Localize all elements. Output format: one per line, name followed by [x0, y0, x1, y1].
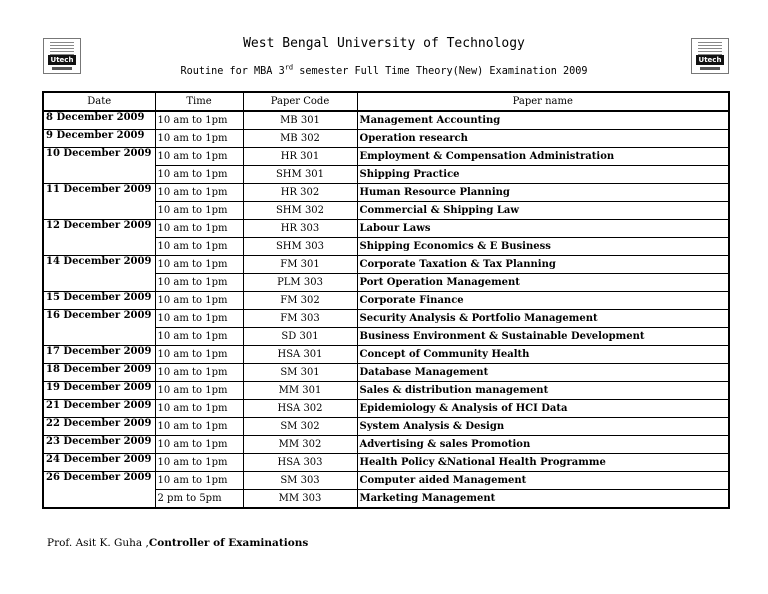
exam-time: 10 am to 1pm	[155, 130, 243, 148]
exam-date: 18 December 2009	[43, 364, 155, 382]
exam-time: 10 am to 1pm	[155, 436, 243, 454]
exam-date: 8 December 2009	[43, 111, 155, 130]
signature-line	[47, 537, 308, 549]
controller-title: Controller of Examinations	[148, 537, 309, 549]
column-header-date: Date	[43, 92, 155, 111]
exam-date: 17 December 2009	[43, 346, 155, 364]
paper-code: SD 301	[243, 328, 357, 346]
logo-brand-text: Utech	[48, 55, 76, 65]
paper-name: Corporate Finance	[357, 292, 729, 310]
exam-date: 10 December 2009	[43, 148, 155, 184]
column-header-paper-code: Paper Code	[243, 92, 357, 111]
paper-code: SM 302	[243, 418, 357, 436]
exam-time: 10 am to 1pm	[155, 472, 243, 490]
paper-code: FM 301	[243, 256, 357, 274]
exam-date: 24 December 2009	[43, 454, 155, 472]
exam-time: 10 am to 1pm	[155, 346, 243, 364]
paper-name: Security Analysis & Portfolio Management	[357, 310, 729, 328]
exam-time: 10 am to 1pm	[155, 274, 243, 292]
exam-time: 10 am to 1pm	[155, 382, 243, 400]
exam-time: 10 am to 1pm	[155, 400, 243, 418]
exam-date: 16 December 2009	[43, 310, 155, 346]
paper-code: SHM 302	[243, 202, 357, 220]
subtitle-prefix: Routine for MBA 3	[180, 66, 285, 77]
exam-date: 15 December 2009	[43, 292, 155, 310]
table-row	[43, 256, 729, 274]
exam-time: 10 am to 1pm	[155, 310, 243, 328]
exam-routine-table	[42, 91, 730, 509]
paper-code: HR 301	[243, 148, 357, 166]
table-row	[43, 454, 729, 472]
subtitle-superscript: rd	[284, 63, 294, 72]
paper-name: Employment & Compensation Administration	[357, 148, 729, 166]
table-row	[43, 472, 729, 490]
exam-date: 11 December 2009	[43, 184, 155, 220]
logo-brand-text: Utech	[696, 55, 724, 65]
column-header-paper-name: Paper name	[357, 92, 729, 111]
paper-name: Database Management	[357, 364, 729, 382]
exam-time: 10 am to 1pm	[155, 292, 243, 310]
paper-code: HSA 303	[243, 454, 357, 472]
table-row	[43, 400, 729, 418]
paper-name: Management Accounting	[357, 111, 729, 130]
exam-time: 10 am to 1pm	[155, 256, 243, 274]
paper-code: HSA 301	[243, 346, 357, 364]
table-row	[43, 310, 729, 328]
paper-code: SHM 303	[243, 238, 357, 256]
exam-date: 19 December 2009	[43, 382, 155, 400]
paper-name: Advertising & sales Promotion	[357, 436, 729, 454]
paper-name: Sales & distribution management	[357, 382, 729, 400]
table-header-row	[43, 92, 729, 111]
paper-name: System Analysis & Design	[357, 418, 729, 436]
paper-code: SHM 301	[243, 166, 357, 184]
paper-name: Shipping Economics & E Business	[357, 238, 729, 256]
paper-name: Marketing Management	[357, 490, 729, 509]
paper-code: PLM 303	[243, 274, 357, 292]
paper-code: HR 302	[243, 184, 357, 202]
paper-name: Computer aided Management	[357, 472, 729, 490]
paper-name: Labour Laws	[357, 220, 729, 238]
paper-code: SM 303	[243, 472, 357, 490]
document-subtitle	[0, 63, 768, 77]
paper-name: Corporate Taxation & Tax Planning	[357, 256, 729, 274]
paper-name: Commercial & Shipping Law	[357, 202, 729, 220]
paper-code: MM 303	[243, 490, 357, 509]
table-row	[43, 382, 729, 400]
exam-date: 22 December 2009	[43, 418, 155, 436]
table-row	[43, 364, 729, 382]
table-row	[43, 184, 729, 202]
paper-code: SM 301	[243, 364, 357, 382]
exam-date: 14 December 2009	[43, 256, 155, 292]
exam-date: 9 December 2009	[43, 130, 155, 148]
paper-name: Human Resource Planning	[357, 184, 729, 202]
table-body	[43, 111, 729, 508]
document-title: West Bengal University of Technology	[243, 36, 525, 51]
exam-time: 10 am to 1pm	[155, 454, 243, 472]
controller-name: Prof. Asit K. Guha ,	[47, 537, 149, 549]
exam-time: 10 am to 1pm	[155, 184, 243, 202]
paper-name: Business Environment & Sustainable Development	[357, 328, 729, 346]
subtitle-suffix: semester Full Time Theory(New) Examination 2009	[293, 66, 588, 77]
exam-time: 10 am to 1pm	[155, 111, 243, 130]
exam-time: 10 am to 1pm	[155, 328, 243, 346]
paper-name: Operation research	[357, 130, 729, 148]
exam-time: 10 am to 1pm	[155, 202, 243, 220]
table-row	[43, 130, 729, 148]
column-header-time: Time	[155, 92, 243, 111]
exam-time: 10 am to 1pm	[155, 148, 243, 166]
paper-name: Epidemiology & Analysis of HCI Data	[357, 400, 729, 418]
table-row	[43, 220, 729, 238]
exam-time: 10 am to 1pm	[155, 166, 243, 184]
exam-date: 12 December 2009	[43, 220, 155, 256]
exam-time: 10 am to 1pm	[155, 238, 243, 256]
paper-name: Health Policy &National Health Programme	[357, 454, 729, 472]
paper-code: MM 302	[243, 436, 357, 454]
paper-code: HSA 302	[243, 400, 357, 418]
exam-date: 21 December 2009	[43, 400, 155, 418]
paper-code: MB 301	[243, 111, 357, 130]
paper-name: Port Operation Management	[357, 274, 729, 292]
table-row	[43, 292, 729, 310]
table-row	[43, 148, 729, 166]
paper-name: Shipping Practice	[357, 166, 729, 184]
paper-code: FM 303	[243, 310, 357, 328]
exam-time: 10 am to 1pm	[155, 418, 243, 436]
exam-time: 10 am to 1pm	[155, 220, 243, 238]
exam-time: 10 am to 1pm	[155, 364, 243, 382]
paper-code: MB 302	[243, 130, 357, 148]
paper-code: HR 303	[243, 220, 357, 238]
paper-name: Concept of Community Health	[357, 346, 729, 364]
exam-date: 23 December 2009	[43, 436, 155, 454]
table-row	[43, 346, 729, 364]
table-row	[43, 436, 729, 454]
table-row	[43, 111, 729, 130]
exam-time: 2 pm to 5pm	[155, 490, 243, 509]
exam-date: 26 December 2009	[43, 472, 155, 509]
table-row	[43, 418, 729, 436]
paper-code: MM 301	[243, 382, 357, 400]
paper-code: FM 302	[243, 292, 357, 310]
